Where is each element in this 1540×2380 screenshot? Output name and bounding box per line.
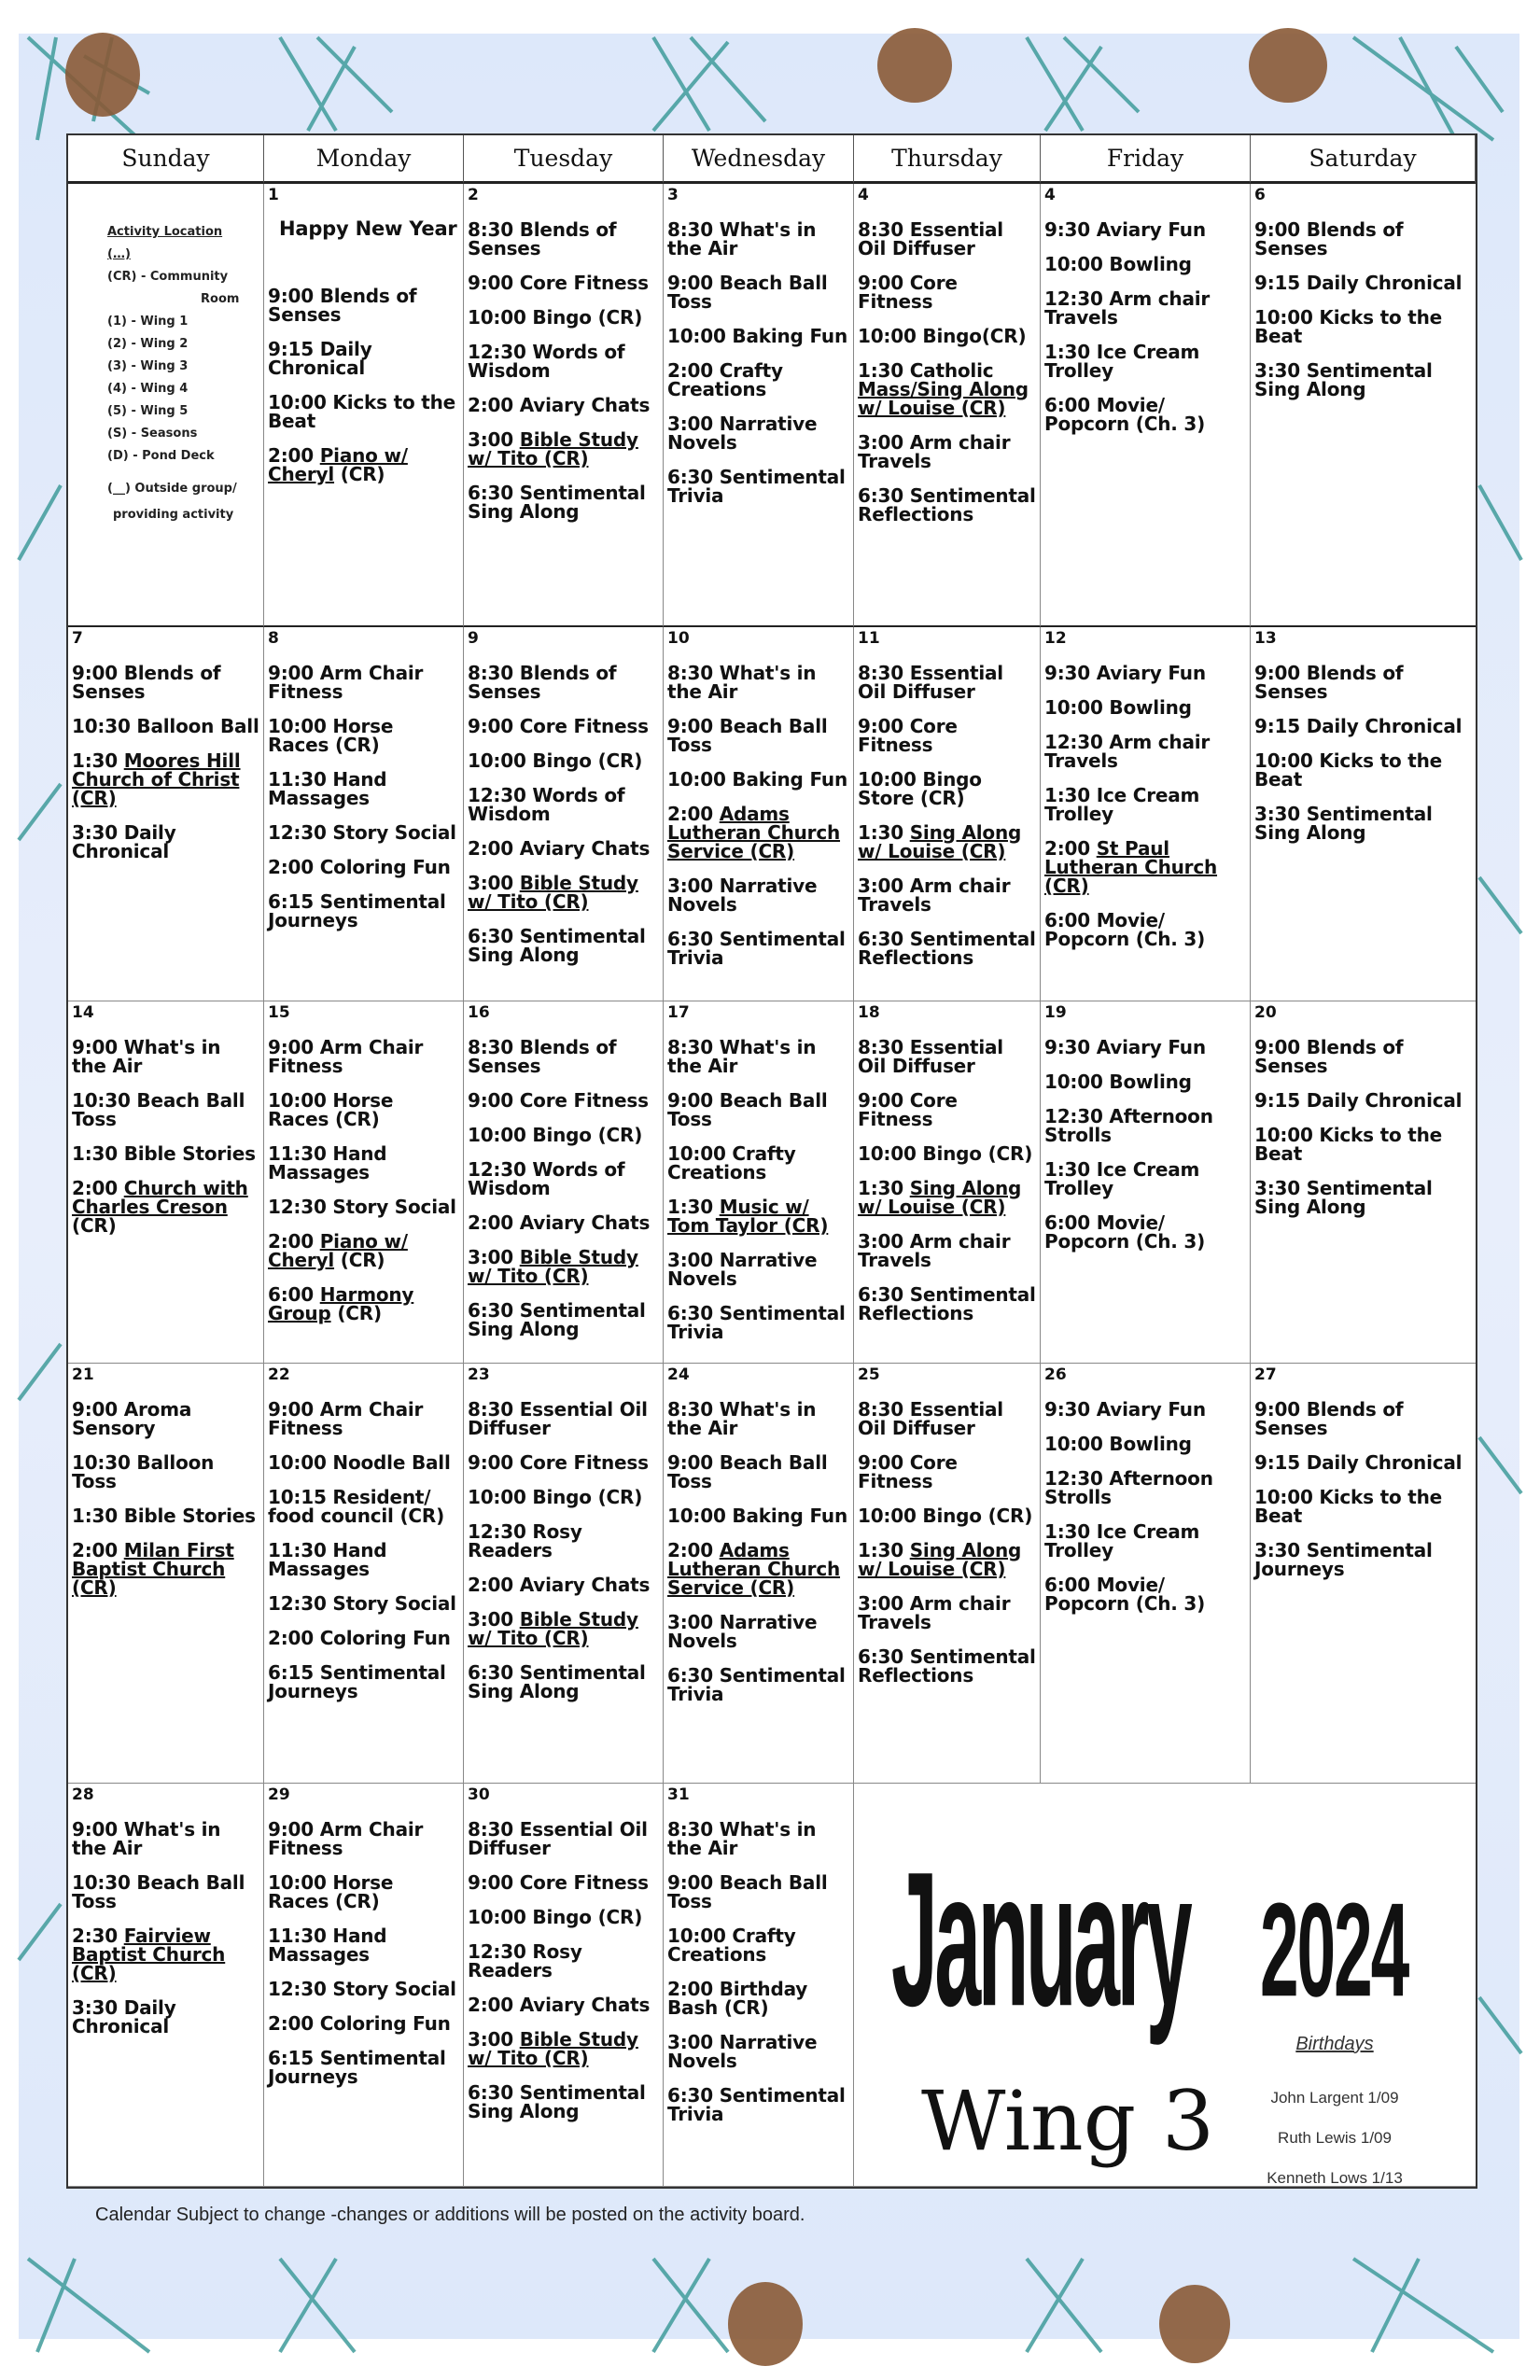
event-item: 9:00 What's in the Air — [72, 1036, 221, 1077]
event-item: 3:00 Bible Study w/ Tito (CR) — [468, 2028, 638, 2069]
day-number: 2 — [468, 186, 479, 204]
day-cell — [68, 1364, 264, 1784]
day-number: 28 — [72, 1785, 94, 1804]
event-item: 10:15 Resident/ food council (CR) — [268, 1486, 445, 1527]
day-number: 30 — [468, 1785, 490, 1804]
event-item: 6:00 Movie/ Popcorn (Ch. 3) — [1044, 909, 1206, 950]
day-number: 1 — [268, 186, 279, 204]
day-number: 15 — [268, 1003, 290, 1022]
event-item: 6:30 Sentimental Reflections — [858, 1645, 1036, 1687]
birthdays-title: Birthdays — [1295, 2034, 1374, 2054]
day-cell — [68, 1001, 264, 1364]
day-cell — [854, 1001, 1041, 1364]
event-item: 12:30 Arm chair Travels — [1044, 287, 1211, 329]
day-cell — [264, 1784, 464, 2187]
event-item: 1:30 Bible Stories — [72, 1505, 256, 1527]
event-item: 12:30 Rosy Readers — [468, 1940, 582, 1981]
event-item: 8:30 What's in the Air — [667, 1818, 817, 1859]
day-number: 3 — [667, 186, 679, 204]
event-item: 3:00 Arm chair Travels — [858, 431, 1011, 472]
event-item: 10:00 Horse Races (CR) — [268, 715, 394, 756]
event-item: 10:00 Crafty Creations — [667, 1925, 796, 1966]
event-item: 3:00 Narrative Novels — [667, 1611, 818, 1652]
day-cell — [264, 184, 464, 627]
day-cell — [1041, 627, 1251, 1001]
day-number: 25 — [858, 1365, 880, 1384]
day-header-wednesday: Wednesday — [664, 135, 854, 184]
legend-row: (D) - Pond Deck — [107, 449, 215, 463]
day-cell — [464, 1364, 664, 1784]
event-item: 6:30 Sentimental Sing Along — [468, 1299, 646, 1340]
event-item: 6:30 Sentimental Trivia — [667, 466, 846, 507]
day-cell — [854, 184, 1041, 627]
event-item: 1:30 Bible Stories — [72, 1142, 256, 1165]
day-cell — [664, 627, 854, 1001]
year-title: 2024 — [1260, 1875, 1408, 2025]
event-item: 2:00 Piano w/ Cheryl (CR) — [268, 444, 408, 485]
event-item: 12:30 Afternoon Strolls — [1044, 1467, 1213, 1508]
event-item: 6:30 Sentimental Reflections — [858, 928, 1036, 969]
event-item: 10:00 Horse Races (CR) — [268, 1871, 394, 1912]
event-item: 6:15 Sentimental Journeys — [268, 1661, 446, 1702]
day-cell — [854, 627, 1041, 1001]
event-item: 2:30 Fairview Baptist Church (CR) — [72, 1925, 226, 1984]
event-item: 2:00 St Paul Lutheran Church (CR) — [1044, 837, 1218, 897]
event-item: 8:30 What's in the Air — [667, 1398, 817, 1439]
day-cell — [854, 1364, 1041, 1784]
birthday-entry: Ruth Lewis 1/09 — [1278, 2129, 1392, 2147]
day-cell — [68, 627, 264, 1001]
event-item: 10:00 Bingo (CR) — [858, 1505, 1033, 1527]
legend-row: (4) - Wing 4 — [107, 382, 189, 396]
event-item: 9:00 Beach Ball Toss — [667, 715, 828, 756]
event-item: 3:30 Daily Chronical — [72, 821, 176, 862]
event-item: 10:00 Bowling — [1044, 253, 1192, 275]
legend-row: (CR) - Community — [107, 270, 229, 284]
event-item: 8:30 What's in the Air — [667, 1036, 817, 1077]
day-number: 12 — [1044, 629, 1067, 648]
day-cell — [1251, 1364, 1476, 1784]
event-item: 3:30 Daily Chronical — [72, 1996, 176, 2037]
event-item: 9:00 Arm Chair Fitness — [268, 1818, 424, 1859]
day-cell — [464, 1001, 664, 1364]
event-item: 2:00 Aviary Chats — [468, 394, 651, 416]
event-item: 10:00 Kicks to the Beat — [1254, 1486, 1443, 1527]
event-item: 3:00 Bible Study w/ Tito (CR) — [468, 1608, 638, 1649]
event-item: 2:00 Crafty Creations — [667, 359, 783, 400]
event-item: 3:00 Narrative Novels — [667, 875, 818, 916]
event-item: 3:00 Narrative Novels — [667, 1249, 818, 1290]
event-item: 8:30 Essential Oil Diffuser — [468, 1398, 648, 1439]
event-item: 2:00 Aviary Chats — [468, 1994, 651, 2016]
event-item: 3:00 Arm chair Travels — [858, 875, 1011, 916]
event-item: 10:00 Bingo(CR) — [858, 325, 1027, 347]
event-item: 10:00 Kicks to the Beat — [1254, 1124, 1443, 1165]
event-item: 9:30 Aviary Fun — [1044, 218, 1206, 241]
day-number: 31 — [667, 1785, 690, 1804]
day-number: 7 — [72, 629, 83, 648]
day-header-thursday: Thursday — [854, 135, 1041, 184]
event-item: 1:30 Music w/ Tom Taylor (CR) — [667, 1196, 829, 1237]
event-item: 8:30 Blends of Senses — [468, 1036, 617, 1077]
birthday-entry: John Largent 1/09 — [1270, 2089, 1399, 2107]
event-item: 9:15 Daily Chronical — [1254, 272, 1463, 294]
legend-row: (5) - Wing 5 — [107, 404, 189, 418]
event-item: 12:30 Story Social — [268, 1978, 456, 2000]
legend-title: Activity Location — [107, 225, 223, 239]
event-item: 9:00 Core Fitness — [858, 1451, 958, 1492]
legend-row: Room — [201, 292, 240, 306]
day-cell — [464, 184, 664, 627]
event-item: 1:30 Catholic Mass/Sing Along w/ Louise (CR) — [858, 359, 1029, 419]
day-header-sunday: Sunday — [68, 135, 264, 184]
event-item: 12:30 Story Social — [268, 1592, 456, 1615]
event-item: 9:00 What's in the Air — [72, 1818, 221, 1859]
event-item: 6:30 Sentimental Sing Along — [468, 2081, 646, 2122]
legend-row: (1) - Wing 1 — [107, 315, 189, 329]
event-item: 9:00 Beach Ball Toss — [667, 1871, 828, 1912]
event-item: 2:00 Church with Charles Creson (CR) — [72, 1177, 248, 1237]
event-item: 2:00 Coloring Fun — [268, 2012, 451, 2035]
event-item: 12:30 Story Social — [268, 821, 456, 844]
day-cell — [264, 1001, 464, 1364]
event-item: 6:15 Sentimental Journeys — [268, 890, 446, 931]
event-item: 2:00 Aviary Chats — [468, 1574, 651, 1596]
birthday-entry: Kenneth Lows 1/13 — [1267, 2169, 1403, 2187]
day-cell — [264, 627, 464, 1001]
day-cell — [264, 1364, 464, 1784]
day-cell — [664, 1784, 854, 2187]
event-item: 9:15 Daily Chronical — [1254, 1451, 1463, 1474]
day-cell — [1251, 627, 1476, 1001]
event-item: 10:30 Balloon Toss — [72, 1451, 215, 1492]
footer-note: Calendar Subject to change -changes or additions will be posted on the activity board. — [95, 2205, 805, 2225]
event-item: 12:30 Words of Wisdom — [468, 341, 625, 382]
event-item: 8:30 Essential Oil Diffuser — [468, 1818, 648, 1859]
event-item: 1:30 Ice Cream Trolley — [1044, 1158, 1200, 1199]
event-item: 10:00 Bingo Store (CR) — [858, 768, 982, 809]
day-number: 23 — [468, 1365, 490, 1384]
event-item: 9:00 Core Fitness — [468, 272, 649, 294]
day-number: 26 — [1044, 1365, 1067, 1384]
event-item: 12:30 Words of Wisdom — [468, 784, 625, 825]
event-item: 2:00 Piano w/ Cheryl (CR) — [268, 1230, 408, 1271]
event-item: 9:00 Beach Ball Toss — [667, 1089, 828, 1130]
day-number: 24 — [667, 1365, 690, 1384]
event-item: 6:00 Movie/ Popcorn (Ch. 3) — [1044, 1574, 1206, 1615]
event-item: 1:30 Ice Cream Trolley — [1044, 341, 1200, 382]
day-number: 16 — [468, 1003, 490, 1022]
event-item: 3:00 Bible Study w/ Tito (CR) — [468, 872, 638, 913]
legend-row: (3) - Wing 3 — [107, 359, 189, 373]
day-header-monday: Monday — [264, 135, 464, 184]
event-item: 10:00 Bingo (CR) — [858, 1142, 1033, 1165]
event-item: 10:30 Balloon Ball — [72, 715, 259, 737]
event-item: 9:00 Blends of Senses — [1254, 1036, 1404, 1077]
event-item: 8:30 What's in the Air — [667, 662, 817, 703]
event-item: 12:30 Rosy Readers — [468, 1520, 582, 1561]
event-item: 8:30 What's in the Air — [667, 218, 817, 259]
event-item: 10:00 Horse Races (CR) — [268, 1089, 394, 1130]
event-item: 2:00 Adams Lutheran Church Service (CR) — [667, 803, 841, 862]
day-cell — [664, 184, 854, 627]
event-item: 2:00 Coloring Fun — [268, 856, 451, 878]
event-item: 9:30 Aviary Fun — [1044, 1036, 1206, 1058]
event-item: 12:30 Words of Wisdom — [468, 1158, 625, 1199]
event-item: 9:00 Arm Chair Fitness — [268, 1398, 424, 1439]
day-header-saturday: Saturday — [1251, 135, 1476, 184]
event-item: 3:00 Arm chair Travels — [858, 1592, 1011, 1633]
event-item: 3:00 Narrative Novels — [667, 2031, 818, 2072]
event-item: 8:30 Essential Oil Diffuser — [858, 1398, 1003, 1439]
event-item: 8:30 Essential Oil Diffuser — [858, 662, 1003, 703]
event-item: 9:00 Blends of Senses — [1254, 218, 1404, 259]
day-cell — [664, 1364, 854, 1784]
event-item: Happy New Year — [279, 217, 457, 240]
event-item: 9:00 Core Fitness — [468, 1089, 649, 1112]
event-item: 10:00 Bingo (CR) — [468, 1906, 643, 1928]
day-cell — [1041, 1364, 1251, 1784]
event-item: 9:00 Core Fitness — [858, 1089, 958, 1130]
event-item: 9:30 Aviary Fun — [1044, 662, 1206, 684]
legend-outside-2: providing activity — [113, 508, 234, 522]
birthdays-box — [1227, 2034, 1442, 2187]
day-number: 13 — [1254, 629, 1277, 648]
event-item: 10:30 Beach Ball Toss — [72, 1089, 245, 1130]
event-item: 1:30 Sing Along w/ Louise (CR) — [858, 1177, 1022, 1218]
event-item: 10:00 Baking Fun — [667, 325, 847, 347]
event-item: 9:15 Daily Chronical — [1254, 715, 1463, 737]
day-cell — [464, 1784, 664, 2187]
event-item: 12:30 Story Social — [268, 1196, 456, 1218]
title-area — [854, 1784, 1476, 2187]
event-item: 3:30 Sentimental Journeys — [1254, 1539, 1433, 1580]
day-number: 9 — [468, 629, 479, 648]
event-item: 9:00 Beach Ball Toss — [667, 272, 828, 313]
event-item: 9:00 Arm Chair Fitness — [268, 662, 424, 703]
legend-symbol: (…) — [107, 247, 131, 261]
day-number: 4 — [1044, 186, 1056, 204]
event-item: 2:00 Aviary Chats — [468, 837, 651, 860]
legend-outside-1: (__) Outside group/ — [107, 482, 237, 496]
event-item: 10:00 Bowling — [1044, 696, 1192, 719]
day-number: 27 — [1254, 1365, 1277, 1384]
event-item: 9:00 Blends of Senses — [268, 285, 417, 326]
day-number: 18 — [858, 1003, 880, 1022]
event-item: 9:00 Beach Ball Toss — [667, 1451, 828, 1492]
event-item: 2:00 Aviary Chats — [468, 1211, 651, 1234]
legend-row: (2) - Wing 2 — [107, 337, 189, 351]
day-cell — [1041, 1001, 1251, 1364]
day-cell — [1041, 184, 1251, 627]
event-item: 3:30 Sentimental Sing Along — [1254, 803, 1433, 844]
event-item: 10:00 Bingo (CR) — [468, 306, 643, 329]
event-item: 10:00 Kicks to the Beat — [1254, 306, 1443, 347]
event-item: 10:00 Crafty Creations — [667, 1142, 796, 1183]
event-item: 11:30 Hand Massages — [268, 768, 387, 809]
event-item: 11:30 Hand Massages — [268, 1925, 387, 1966]
event-item: 6:30 Sentimental Sing Along — [468, 1661, 646, 1702]
calendar-grid — [66, 133, 1477, 2189]
event-item: 9:30 Aviary Fun — [1044, 1398, 1206, 1421]
day-number: 29 — [268, 1785, 290, 1804]
unit-title: Wing 3 — [921, 2073, 1215, 2169]
event-item: 3:30 Sentimental Sing Along — [1254, 359, 1433, 400]
event-item: 10:00 Noodle Ball — [268, 1451, 451, 1474]
day-number: 22 — [268, 1365, 290, 1384]
day-header-friday: Friday — [1041, 135, 1251, 184]
event-item: 10:00 Bowling — [1044, 1071, 1192, 1093]
event-item: 3:30 Sentimental Sing Along — [1254, 1177, 1433, 1218]
day-number: 8 — [268, 629, 279, 648]
event-item: 1:30 Sing Along w/ Louise (CR) — [858, 821, 1022, 862]
event-item: 9:00 Arm Chair Fitness — [268, 1036, 424, 1077]
event-item: 10:00 Kicks to the Beat — [1254, 749, 1443, 791]
day-number: 17 — [667, 1003, 690, 1022]
event-item: 10:00 Baking Fun — [667, 768, 847, 791]
event-item: 1:30 Ice Cream Trolley — [1044, 1520, 1200, 1561]
event-item: 9:00 Core Fitness — [468, 1451, 649, 1474]
event-item: 6:00 Harmony Group (CR) — [268, 1283, 414, 1324]
event-item: 6:30 Sentimental Reflections — [858, 1283, 1036, 1324]
event-item: 6:00 Movie/ Popcorn (Ch. 3) — [1044, 1211, 1206, 1253]
event-item: 2:00 Milan First Baptist Church (CR) — [72, 1539, 234, 1599]
event-item: 10:30 Beach Ball Toss — [72, 1871, 245, 1912]
event-item: 6:15 Sentimental Journeys — [268, 2047, 446, 2088]
day-cell — [68, 1784, 264, 2187]
day-cell — [68, 184, 264, 627]
day-number: 14 — [72, 1003, 94, 1022]
event-item: 8:30 Blends of Senses — [468, 662, 617, 703]
event-item: 9:00 Core Fitness — [468, 1871, 649, 1894]
event-item: 9:00 Core Fitness — [858, 272, 958, 313]
event-item: 3:00 Arm chair Travels — [858, 1230, 1011, 1271]
day-number: 20 — [1254, 1003, 1277, 1022]
event-item: 6:30 Sentimental Sing Along — [468, 925, 646, 966]
event-item: 10:00 Baking Fun — [667, 1505, 847, 1527]
event-item: 8:30 Essential Oil Diffuser — [858, 1036, 1003, 1077]
event-item: 10:00 Bingo (CR) — [468, 1124, 643, 1146]
event-item: 6:30 Sentimental Trivia — [667, 2084, 846, 2125]
day-cell — [664, 1001, 854, 1364]
event-item: 9:00 Blends of Senses — [1254, 1398, 1404, 1439]
event-item: 6:30 Sentimental Sing Along — [468, 482, 646, 523]
day-number: 4 — [858, 186, 869, 204]
event-item: 11:30 Hand Massages — [268, 1142, 387, 1183]
event-item: 9:00 Core Fitness — [858, 715, 958, 756]
day-cell — [464, 627, 664, 1001]
day-number: 19 — [1044, 1003, 1067, 1022]
event-item: 3:00 Bible Study w/ Tito (CR) — [468, 428, 638, 469]
event-item: 2:00 Coloring Fun — [268, 1627, 451, 1649]
event-item: 8:30 Essential Oil Diffuser — [858, 218, 1003, 259]
event-item: 2:00 Adams Lutheran Church Service (CR) — [667, 1539, 841, 1599]
day-cell — [1251, 184, 1476, 627]
event-item: 9:00 Core Fitness — [468, 715, 649, 737]
event-item: 3:00 Narrative Novels — [667, 413, 818, 454]
event-item: 3:00 Bible Study w/ Tito (CR) — [468, 1246, 638, 1287]
event-item: 9:15 Daily Chronical — [268, 338, 372, 379]
event-item: 11:30 Hand Massages — [268, 1539, 387, 1580]
day-number: 11 — [858, 629, 880, 648]
day-number: 6 — [1254, 186, 1266, 204]
event-item: 10:00 Kicks to the Beat — [268, 391, 456, 432]
event-item: 6:30 Sentimental Trivia — [667, 1664, 846, 1705]
event-item: 2:00 Birthday Bash (CR) — [667, 1978, 808, 2019]
day-number: 10 — [667, 629, 690, 648]
day-cell — [1251, 1001, 1476, 1364]
event-item: 9:00 Blends of Senses — [72, 662, 221, 703]
event-item: 12:30 Arm chair Travels — [1044, 731, 1211, 772]
event-item: 6:30 Sentimental Trivia — [667, 928, 846, 969]
event-item: 1:30 Moores Hill Church of Christ (CR) — [72, 749, 241, 809]
event-item: 8:30 Blends of Senses — [468, 218, 617, 259]
month-title: January — [891, 1833, 1190, 2047]
event-item: 12:30 Afternoon Strolls — [1044, 1105, 1213, 1146]
day-number: 21 — [72, 1365, 94, 1384]
event-item: 10:00 Bingo (CR) — [468, 1486, 643, 1508]
activity-location-legend — [107, 221, 257, 527]
event-item: 1:30 Sing Along w/ Louise (CR) — [858, 1539, 1022, 1580]
legend-row: (S) - Seasons — [107, 427, 198, 441]
event-item: 9:00 Aroma Sensory — [72, 1398, 192, 1439]
day-header-tuesday: Tuesday — [464, 135, 664, 184]
event-item: 10:00 Bowling — [1044, 1433, 1192, 1455]
event-item: 6:30 Sentimental Trivia — [667, 1302, 846, 1343]
event-item: 6:00 Movie/ Popcorn (Ch. 3) — [1044, 394, 1206, 435]
event-item: 9:15 Daily Chronical — [1254, 1089, 1463, 1112]
event-item: 10:00 Bingo (CR) — [468, 749, 643, 772]
event-item: 1:30 Ice Cream Trolley — [1044, 784, 1200, 825]
event-item: 6:30 Sentimental Reflections — [858, 484, 1036, 525]
event-item: 9:00 Blends of Senses — [1254, 662, 1404, 703]
